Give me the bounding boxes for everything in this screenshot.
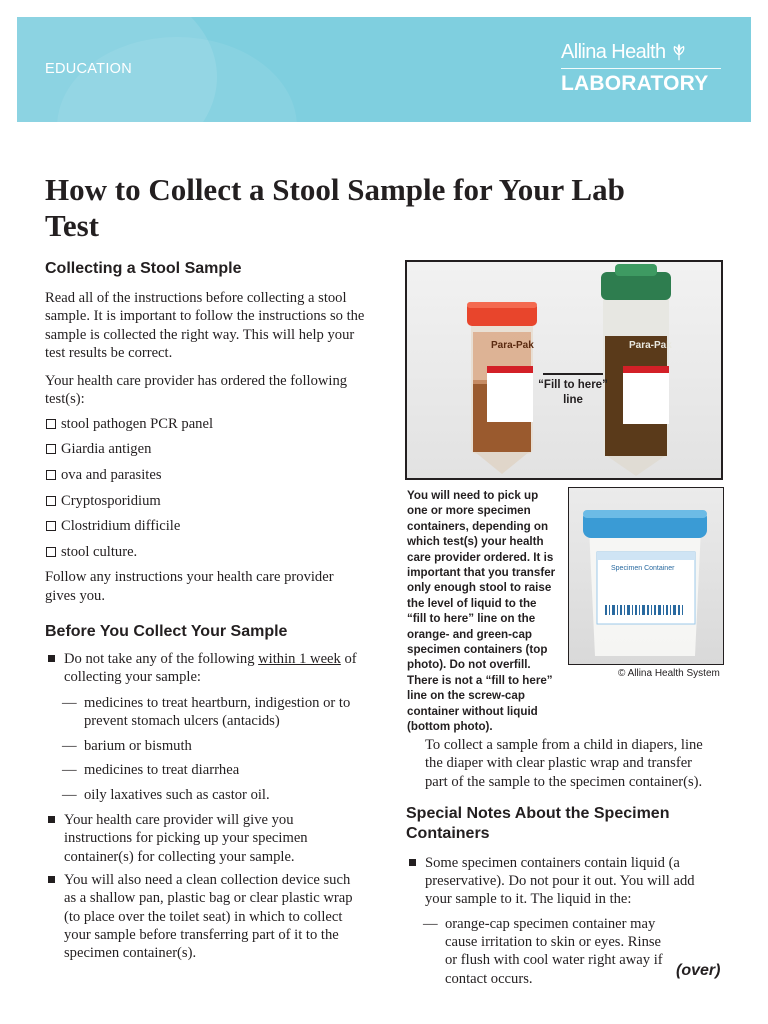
checkbox-item <box>45 543 365 561</box>
leaf-icon <box>670 44 688 62</box>
checkbox-label: Clostridium difficile <box>61 518 181 535</box>
brand-logo <box>561 41 721 96</box>
child-paragraph: To collect a sample from a child in diapers, line the diaper with clear plastic wrap and transfer part of the sample to the specimen container(s). <box>425 737 703 790</box>
dash-text: medicines to treat heartburn, indigestion or to prevent stomach ulcers (antacids) <box>84 694 351 729</box>
bullet-icon <box>48 876 55 883</box>
bullet-text: Your health care provider will give you instructions for picking up your specimen container(s) for collecting your sample. <box>64 812 308 865</box>
checkbox-icon <box>46 547 56 557</box>
dash-item: — medicines to treat heartburn, indigestion or to prevent stomach ulcers (antacids) <box>62 694 365 731</box>
ordered-paragraph: Your health care provider has ordered the following test(s): <box>45 373 348 408</box>
svg-text:Para-Pak: Para-Pak <box>629 340 672 351</box>
dash-item: — orange-cap specimen container may cause irritation to skin or eyes. Rinse or flush with cool water right away if contact occurs. <box>423 915 673 988</box>
svg-text:Specimen Container: Specimen Container <box>611 565 675 572</box>
bullet-icon <box>409 859 416 866</box>
checkbox-icon <box>46 521 56 531</box>
over-label: (over) <box>676 962 721 979</box>
bullet-item <box>45 650 365 687</box>
svg-text:Para-Pak: Para-Pak <box>491 340 534 351</box>
screw-cap-container-photo <box>568 487 724 665</box>
bullet-text: Do not take any of the following within 1 week of collecting your sample: <box>64 650 357 686</box>
dash-text: medicines to treat diarrhea <box>84 762 240 779</box>
checkbox-label: stool pathogen PCR panel <box>61 415 214 432</box>
caption-text: You will need to pick up one or more specimen containers, depending on which test(s) your health care provider ordered. It is important that you transfer only enough stool to raise the level of liquid to the “fill to here” line on the orange- and green-cap specimen containers (top photo). Do not overfill. There is not a “fill to here” line on the screw-cap container without liquid (bottom photo). <box>407 489 556 734</box>
checkbox-label: Cryptosporidium <box>61 492 161 509</box>
bullet-item <box>45 811 365 866</box>
dash-item: — oily laxatives such as castor oil. <box>62 787 270 804</box>
checkbox-item <box>45 415 365 433</box>
test-checklist <box>45 415 365 561</box>
heading-collecting: Collecting a Stool Sample <box>45 260 242 277</box>
fill-line-label: “Fill to here” line <box>538 379 608 406</box>
checkbox-icon <box>46 419 56 429</box>
brand-sub: LABORATORY <box>561 72 709 95</box>
checkbox-label: ova and parasites <box>61 466 162 483</box>
page-title: How to Collect a Stool Sample for Your Lab Test <box>45 172 625 243</box>
heading-special-notes: Special Notes About the Specimen Containers <box>406 804 670 842</box>
checkbox-item <box>45 466 365 484</box>
photo-credit: © Allina Health System <box>618 668 720 679</box>
dash-item: — medicines to treat diarrhea <box>62 762 240 779</box>
checkbox-icon <box>46 470 56 480</box>
section-label: EDUCATION <box>45 61 133 77</box>
tubes-illustration <box>407 262 721 478</box>
specimen-tubes-photo <box>405 260 723 480</box>
left-column <box>45 259 365 962</box>
before-list <box>45 650 365 962</box>
brand-name: Allina Health <box>561 41 666 63</box>
dash-list <box>45 694 365 805</box>
bullet-icon <box>48 816 55 823</box>
heading-before: Before You Collect Your Sample <box>45 622 288 640</box>
checkbox-item <box>45 492 365 510</box>
bullet-icon <box>48 655 55 662</box>
bullet-item <box>406 854 721 909</box>
follow-paragraph: Follow any instructions your health care provider gives you. <box>45 569 334 604</box>
container-illustration <box>569 488 722 663</box>
bullet-item <box>45 871 365 962</box>
right-column <box>406 736 726 988</box>
checkbox-item <box>45 517 365 535</box>
intro-paragraph: Read all of the instructions before collecting a stool sample. It is important to follow the instructions so the sample is collected the right way. This will help your test results be correct. <box>45 290 365 361</box>
dash-text: orange-cap specimen container may cause irritation to skin or eyes. Rinse or flush with cool water right away if contact occurs. <box>445 915 663 987</box>
dash-text: barium or bismuth <box>84 737 192 754</box>
header-banner <box>17 17 751 122</box>
bullet-text: Some specimen containers contain liquid (a preservative). Do not pour it out. You will add your sample to it. The liquid in the: <box>425 854 695 908</box>
checkbox-item <box>45 440 365 458</box>
checkbox-label: Giardia antigen <box>61 441 152 458</box>
bullet-text: You will also need a clean collection device such as a shallow pan, plastic bag or clear plastic wrap (to place over the toilet seat) in which to collect your sample before transferring part of it to the specimen container(s). <box>64 871 353 962</box>
brand-name-row <box>561 41 721 69</box>
checkbox-icon <box>46 496 56 506</box>
checkbox-icon <box>46 444 56 454</box>
dash-text: oily laxatives such as castor oil. <box>84 787 270 804</box>
dash-item: — barium or bismuth <box>62 737 192 754</box>
checkbox-label: stool culture. <box>61 543 138 560</box>
